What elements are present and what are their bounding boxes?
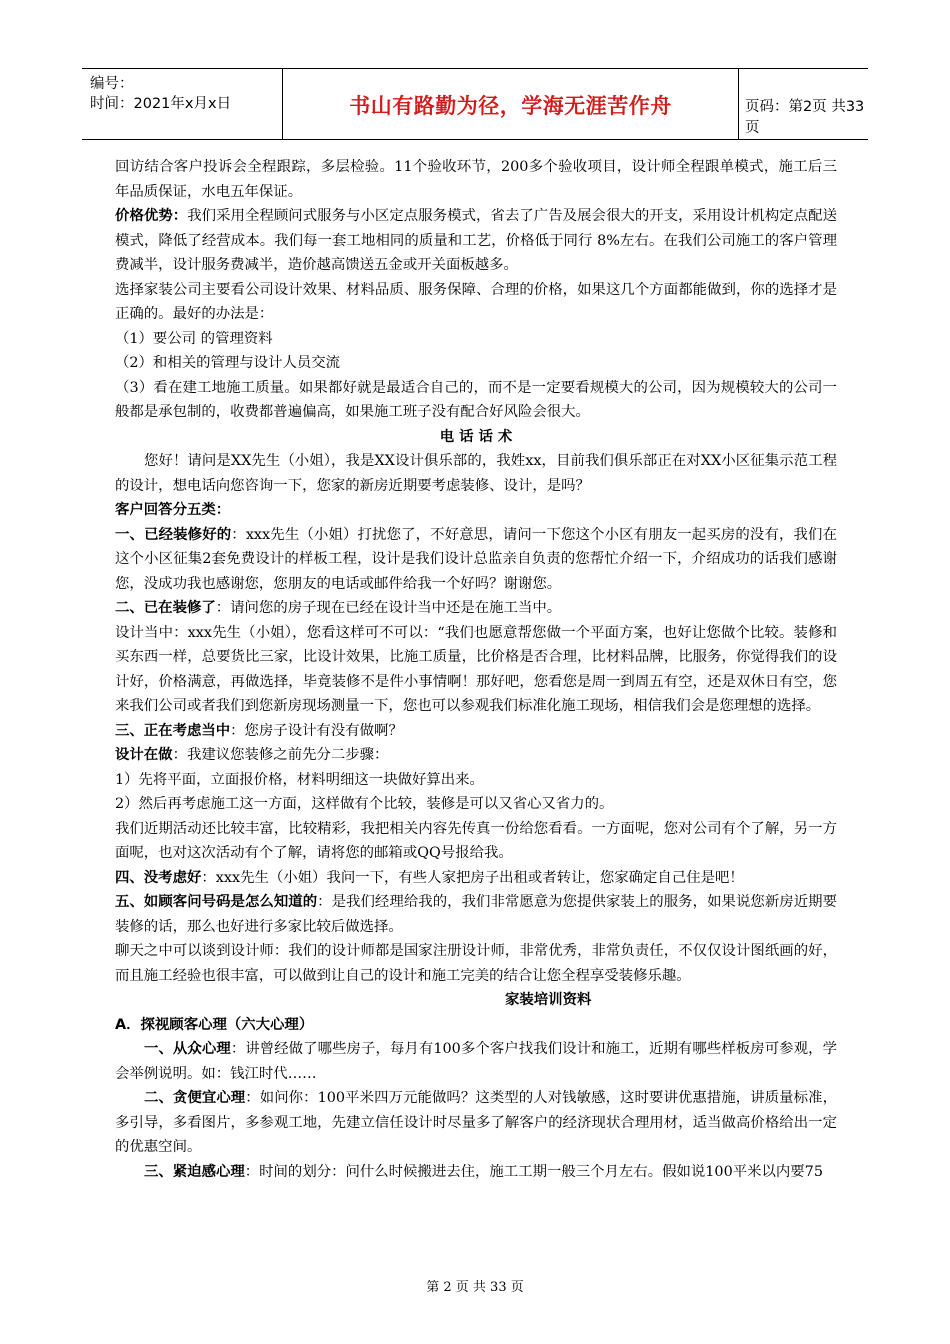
header-motto-cell: [282, 69, 739, 139]
paragraph: [115, 596, 837, 621]
page-footer: 第 2 页 共 33 页: [426, 1280, 524, 1295]
paragraph: 我们近期活动还比较丰富，比较精彩，我把相关内容先传真一份给您看看。一方面呢，您对公司有个了解，另一方面呢，也对这次活动有个了解，请将您的邮箱或QQ号报给我。: [115, 820, 837, 861]
paragraph-label: 二、已在装修了: [115, 600, 216, 616]
paragraph-text: 我们采用全程顾问式服务与小区定点服务模式，省去了广告及展会很大的开支，采用设计机构定点配送模式，降低了经营成本。我们每一套工地相同的质量和工艺，价格低于同行 8%左右。在我们公司施工的客户管理费减半，设计服务费减半，造价越高馈送五金或开关面板越多。: [115, 208, 837, 273]
paragraph-label: 四、没考虑好: [115, 869, 202, 886]
list-item: （1）要公司 的管理资料: [115, 330, 273, 347]
document-body: [115, 155, 837, 1184]
list-item: 2）然后再考虑施工这一方面，这样做有个比较，装修是可以又省心又省力的。: [115, 796, 614, 812]
subheading: A．探视顾客心理（六大心理）: [115, 1016, 314, 1033]
paragraph: [115, 204, 837, 278]
paragraph: 聊天之中可以谈到设计师：我们的设计师都是国家注册设计师，非常优秀，非常负责任，不仅仅设计图纸画的好，而且施工经验也很丰富，可以做到让自己的设计和施工完美的结合让您全程享受装修乐趣。: [115, 943, 837, 984]
paragraph-label: 三、紧迫感心理: [144, 1163, 245, 1180]
paragraph-text: ：请问您的房子现在已经在设计当中还是在施工当中。: [215, 600, 562, 616]
paragraph: 回访结合客户投诉会全程跟踪，多层检验。11个验收环节，200多个验收项目，设计师全程跟单模式，施工后三年品质保证，水电五年保证。: [115, 159, 837, 200]
header-left-cell: [82, 69, 282, 139]
paragraph: [115, 866, 837, 891]
list-item: （2）和相关的管理与设计人员交流: [115, 355, 341, 371]
paragraph: [115, 1037, 837, 1086]
page-header: [82, 68, 868, 140]
paragraph-text: ：您房子设计有没有做啊？: [230, 722, 403, 739]
paragraph-label: 一、从众心理: [144, 1041, 231, 1057]
paragraph: [115, 890, 837, 939]
paragraph-label: 五、如顾客问号码是怎么知道的: [115, 894, 318, 910]
list-item: （3）看在建工地施工质量。如果都好就是最适合自己的，而不是一定要看规模大的公司，因为规模较大的公司一般都是承包制的，收费都普遍偏高，如果施工班子没有配合好风险会很大。: [115, 379, 837, 420]
paragraph-text: ：我建议您装修之前先分二步骤：: [172, 747, 389, 763]
paragraph: [115, 1086, 837, 1160]
paragraph: [115, 1160, 837, 1185]
paragraph-text: ：如问你：100平米四万元能做吗？这类型的人对钱敏感，这时要讲优惠措施，讲质量标准，多引导，多看图片，多参观工地，先建立信任设计时尽量多了解客户的经济现状合理用材，适当做高价格给出一定的优惠空间。: [115, 1090, 837, 1155]
paragraph: [115, 743, 837, 768]
subheading: 客户回答分五类：: [115, 502, 231, 518]
paragraph: [115, 523, 837, 597]
paragraph: 设计当中：xxx先生（小姐），您看这样可不可以：“我们也愿意帮您做一个平面方案，也好让您做个比较。装修和买东西一样，总要货比三家，比设计效果，比施工质量，比价格是否合理，比材料品牌，比服务，你觉得我们的设计好，价格满意，再做选择，毕竟装修不是件小事情啊！那好吧，您看您是周一到周五有空，还是双休日有空，您来我们公司或者我们到您新房现场测量一下，您也可以参观我们标准化施工现场，相信我们会是您理想的选择。: [115, 624, 837, 714]
page-code: 页码：第2页 共33页: [745, 99, 865, 136]
paragraph-text: ：时间的划分：问什么时候搬进去住，施工工期一般三个月左右。假如说100平米以内要75: [244, 1163, 823, 1180]
paragraph: [115, 719, 837, 744]
doc-number-label: 编号：: [90, 76, 134, 92]
motto-text: 书山有路勤为径，学海无涯苦作舟: [349, 94, 672, 118]
paragraph-text: ：xxx先生（小姐）打扰您了，不好意思，请问一下您这个小区有朋友一起买房的没有，我们在这个小区征集2套免费设计的样板工程，设计是我们设计总监亲自负责的您帮忙介绍一下，介绍成功的话我们感谢您，没成功我也感谢您，您朋友的电话或邮件给我一个好吗？谢谢您。: [115, 526, 837, 592]
section-heading: 家装培训资料: [505, 992, 592, 1008]
paragraph-label: 三、正在考虑当中: [115, 722, 231, 739]
list-item: 1）先将平面，立面报价格，材料明细这一块做好算出来。: [115, 771, 484, 788]
date-label: 时间：2021年x月x日: [90, 96, 232, 112]
paragraph-text: ：讲曾经做了哪些房子，每月有100多个客户找我们设计和施工，近期有哪些样板房可参观，学会举例说明。如：钱江时代……: [115, 1041, 837, 1082]
paragraph-text: ：xxx先生（小姐）我问一下，有些人家把房子出租或者转让，您家确定自己住是吧！: [201, 869, 744, 886]
paragraph: 您好！请问是XX先生（小姐），我是XX设计俱乐部的，我姓xx，目前我们俱乐部正在对XX小区征集示范工程的设计，想电话向您咨询一下，您家的新房近期要考虑装修、设计，是吗？: [115, 453, 837, 494]
paragraph-text: ：是我们经理给我的，我们非常愿意为您提供家装上的服务，如果说您新房近期要装修的话，那么也好进行多家比较后做选择。: [115, 894, 837, 935]
paragraph-label: 价格优势：: [115, 208, 188, 224]
paragraph-label: 设计在做: [115, 747, 173, 763]
paragraph: 选择家装公司主要看公司设计效果、材料品质、服务保障、合理的价格，如果这几个方面都能做到，你的选择才是正确的。最好的办法是：: [115, 281, 837, 322]
paragraph-label: 一、已经装修好的: [115, 526, 232, 543]
paragraph-label: 二、贪便宜心理: [144, 1090, 246, 1106]
header-right-cell: [737, 69, 868, 139]
section-heading: 电 话 话 术: [439, 428, 513, 445]
